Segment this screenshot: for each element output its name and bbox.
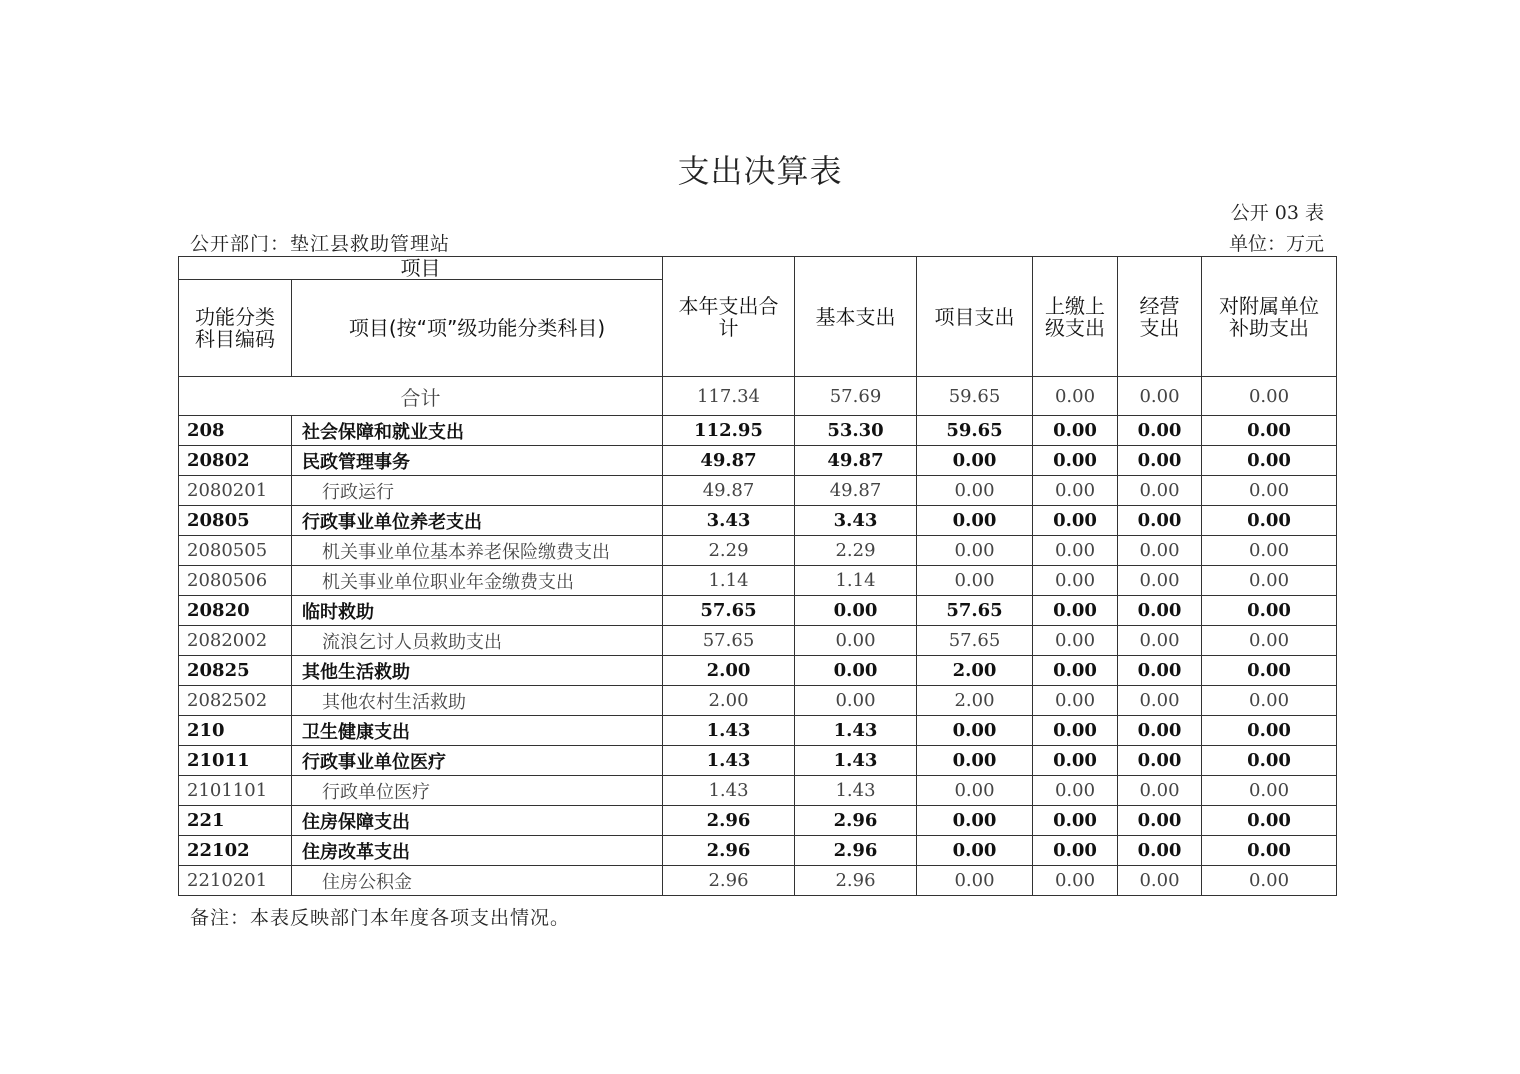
- table-row: [179, 536, 1337, 566]
- row-value: 0.00: [1033, 476, 1118, 506]
- row-value: 0.00: [1202, 716, 1337, 746]
- row-value: 0.00: [1033, 716, 1118, 746]
- table-row: [179, 626, 1337, 656]
- table-row: [179, 686, 1337, 716]
- row-value: 2.96: [795, 866, 917, 896]
- row-value: 0.00: [1118, 446, 1202, 476]
- row-value: 0.00: [1202, 746, 1337, 776]
- row-value: 0.00: [917, 776, 1033, 806]
- row-name: 卫生健康支出: [292, 716, 663, 746]
- row-value: 0.00: [917, 446, 1033, 476]
- row-value: 0.00: [1033, 806, 1118, 836]
- row-name: 机关事业单位职业年金缴费支出: [292, 566, 663, 596]
- row-value: 2.96: [795, 806, 917, 836]
- row-value: 0.00: [1033, 656, 1118, 686]
- header-business: 经营支出: [1118, 257, 1202, 377]
- row-code: 2080505: [179, 536, 292, 566]
- total-value: 0.00: [1202, 377, 1337, 416]
- header-subsidy: 对附属单位补助支出: [1202, 257, 1337, 377]
- row-value: 0.00: [1118, 596, 1202, 626]
- row-value: 0.00: [1118, 656, 1202, 686]
- row-value: 0.00: [795, 596, 917, 626]
- row-value: 2.00: [917, 686, 1033, 716]
- table-row: [179, 566, 1337, 596]
- row-value: 0.00: [1033, 506, 1118, 536]
- header-project: 项目: [179, 257, 663, 280]
- row-name: 行政事业单位养老支出: [292, 506, 663, 536]
- row-value: 49.87: [663, 476, 795, 506]
- row-value: 2.00: [663, 686, 795, 716]
- row-value: 0.00: [1118, 866, 1202, 896]
- row-value: 2.29: [663, 536, 795, 566]
- header-upper-remit: 上缴上级支出: [1033, 257, 1118, 377]
- row-value: 0.00: [917, 806, 1033, 836]
- row-value: 1.43: [663, 776, 795, 806]
- row-value: 0.00: [1118, 506, 1202, 536]
- expenditure-table: [178, 256, 1337, 896]
- total-row: [179, 377, 1337, 416]
- row-value: 0.00: [917, 746, 1033, 776]
- footnote: 备注：本表反映部门本年度各项支出情况。: [190, 907, 571, 929]
- total-value: 57.69: [795, 377, 917, 416]
- unit-label: 单位：万元: [1228, 233, 1324, 255]
- row-code: 210: [179, 716, 292, 746]
- row-value: 57.65: [917, 626, 1033, 656]
- row-value: 0.00: [1202, 806, 1337, 836]
- row-value: 0.00: [795, 656, 917, 686]
- row-name: 行政事业单位医疗: [292, 746, 663, 776]
- row-name: 行政单位医疗: [292, 776, 663, 806]
- row-value: 0.00: [1202, 566, 1337, 596]
- row-value: 0.00: [1033, 836, 1118, 866]
- total-value: 59.65: [917, 377, 1033, 416]
- row-value: 0.00: [1118, 566, 1202, 596]
- total-value: 0.00: [1033, 377, 1118, 416]
- row-value: 2.96: [795, 836, 917, 866]
- row-value: 0.00: [1118, 536, 1202, 566]
- row-value: 2.96: [663, 836, 795, 866]
- row-value: 2.29: [795, 536, 917, 566]
- row-name: 机关事业单位基本养老保险缴费支出: [292, 536, 663, 566]
- row-value: 0.00: [1202, 836, 1337, 866]
- row-value: 0.00: [917, 506, 1033, 536]
- row-value: 0.00: [1118, 476, 1202, 506]
- row-value: 0.00: [1118, 806, 1202, 836]
- header-basic: 基本支出: [795, 257, 917, 377]
- table-row: [179, 866, 1337, 896]
- table-row: [179, 656, 1337, 686]
- row-value: 0.00: [1202, 506, 1337, 536]
- row-value: 0.00: [1118, 716, 1202, 746]
- row-value: 0.00: [1118, 746, 1202, 776]
- row-code: 20802: [179, 446, 292, 476]
- row-name: 行政运行: [292, 476, 663, 506]
- row-value: 0.00: [795, 686, 917, 716]
- row-value: 0.00: [1202, 866, 1337, 896]
- row-value: 0.00: [1202, 776, 1337, 806]
- row-value: 2.00: [917, 656, 1033, 686]
- header-project-expenditure: 项目支出: [917, 257, 1033, 377]
- row-code: 2082002: [179, 626, 292, 656]
- row-code: 2080506: [179, 566, 292, 596]
- row-name: 民政管理事务: [292, 446, 663, 476]
- row-value: 1.43: [795, 746, 917, 776]
- row-name: 流浪乞讨人员救助支出: [292, 626, 663, 656]
- row-value: 0.00: [917, 866, 1033, 896]
- row-value: 0.00: [917, 716, 1033, 746]
- header-code: 功能分类科目编码: [179, 280, 292, 377]
- row-value: 0.00: [917, 836, 1033, 866]
- row-value: 0.00: [917, 476, 1033, 506]
- row-code: 22102: [179, 836, 292, 866]
- row-value: 0.00: [1033, 446, 1118, 476]
- table-row: [179, 596, 1337, 626]
- row-code: 208: [179, 416, 292, 446]
- row-code: 20805: [179, 506, 292, 536]
- table-row: [179, 746, 1337, 776]
- row-value: 49.87: [795, 446, 917, 476]
- row-value: 2.96: [663, 866, 795, 896]
- table-row: [179, 716, 1337, 746]
- row-name: 社会保障和就业支出: [292, 416, 663, 446]
- row-code: 2080201: [179, 476, 292, 506]
- row-value: 57.65: [663, 626, 795, 656]
- row-value: 0.00: [1118, 626, 1202, 656]
- row-code: 21011: [179, 746, 292, 776]
- table-row: [179, 806, 1337, 836]
- row-value: 1.43: [795, 776, 917, 806]
- row-name: 其他生活救助: [292, 656, 663, 686]
- row-code: 2082502: [179, 686, 292, 716]
- row-value: 0.00: [1033, 566, 1118, 596]
- row-value: 0.00: [1202, 626, 1337, 656]
- row-value: 59.65: [917, 416, 1033, 446]
- row-value: 0.00: [1202, 686, 1337, 716]
- row-value: 0.00: [1118, 776, 1202, 806]
- row-name: 住房公积金: [292, 866, 663, 896]
- row-value: 0.00: [1033, 416, 1118, 446]
- table-row: [179, 476, 1337, 506]
- row-value: 0.00: [1033, 596, 1118, 626]
- row-value: 49.87: [795, 476, 917, 506]
- total-label: 合计: [179, 377, 663, 416]
- header-name: 项目(按“项”级功能分类科目): [292, 280, 663, 377]
- table-row: [179, 506, 1337, 536]
- row-value: 2.00: [663, 656, 795, 686]
- row-value: 0.00: [1202, 416, 1337, 446]
- row-value: 57.65: [917, 596, 1033, 626]
- row-value: 2.96: [663, 806, 795, 836]
- row-value: 1.43: [663, 746, 795, 776]
- row-name: 临时救助: [292, 596, 663, 626]
- row-value: 0.00: [1033, 686, 1118, 716]
- row-name: 住房保障支出: [292, 806, 663, 836]
- table-row: [179, 836, 1337, 866]
- total-value: 0.00: [1118, 377, 1202, 416]
- department-label: 公开部门：垫江县救助管理站: [190, 233, 451, 255]
- row-value: 1.43: [663, 716, 795, 746]
- row-value: 0.00: [1118, 686, 1202, 716]
- row-value: 0.00: [1033, 866, 1118, 896]
- row-value: 112.95: [663, 416, 795, 446]
- row-value: 0.00: [1033, 626, 1118, 656]
- row-value: 0.00: [1202, 596, 1337, 626]
- table-row: [179, 446, 1337, 476]
- row-value: 3.43: [663, 506, 795, 536]
- row-value: 0.00: [1202, 446, 1337, 476]
- table-row: [179, 776, 1337, 806]
- row-value: 0.00: [1033, 776, 1118, 806]
- table-row: [179, 416, 1337, 446]
- header-total: 本年支出合计: [663, 257, 795, 377]
- row-code: 20820: [179, 596, 292, 626]
- row-value: 0.00: [1033, 746, 1118, 776]
- row-value: 49.87: [663, 446, 795, 476]
- row-value: 1.43: [795, 716, 917, 746]
- row-value: 1.14: [663, 566, 795, 596]
- row-value: 1.14: [795, 566, 917, 596]
- form-number: 公开 03 表: [1230, 202, 1324, 224]
- row-code: 20825: [179, 656, 292, 686]
- row-value: 0.00: [1118, 416, 1202, 446]
- row-value: 0.00: [1118, 836, 1202, 866]
- total-value: 117.34: [663, 377, 795, 416]
- row-value: 0.00: [917, 536, 1033, 566]
- row-value: 0.00: [1202, 656, 1337, 686]
- row-value: 53.30: [795, 416, 917, 446]
- row-code: 2210201: [179, 866, 292, 896]
- row-value: 0.00: [1202, 476, 1337, 506]
- row-name: 其他农村生活救助: [292, 686, 663, 716]
- row-value: 3.43: [795, 506, 917, 536]
- row-value: 0.00: [795, 626, 917, 656]
- row-code: 221: [179, 806, 292, 836]
- row-value: 0.00: [917, 566, 1033, 596]
- row-code: 2101101: [179, 776, 292, 806]
- row-name: 住房改革支出: [292, 836, 663, 866]
- row-value: 57.65: [663, 596, 795, 626]
- page-title: 支出决算表: [677, 152, 843, 190]
- row-value: 0.00: [1033, 536, 1118, 566]
- row-value: 0.00: [1202, 536, 1337, 566]
